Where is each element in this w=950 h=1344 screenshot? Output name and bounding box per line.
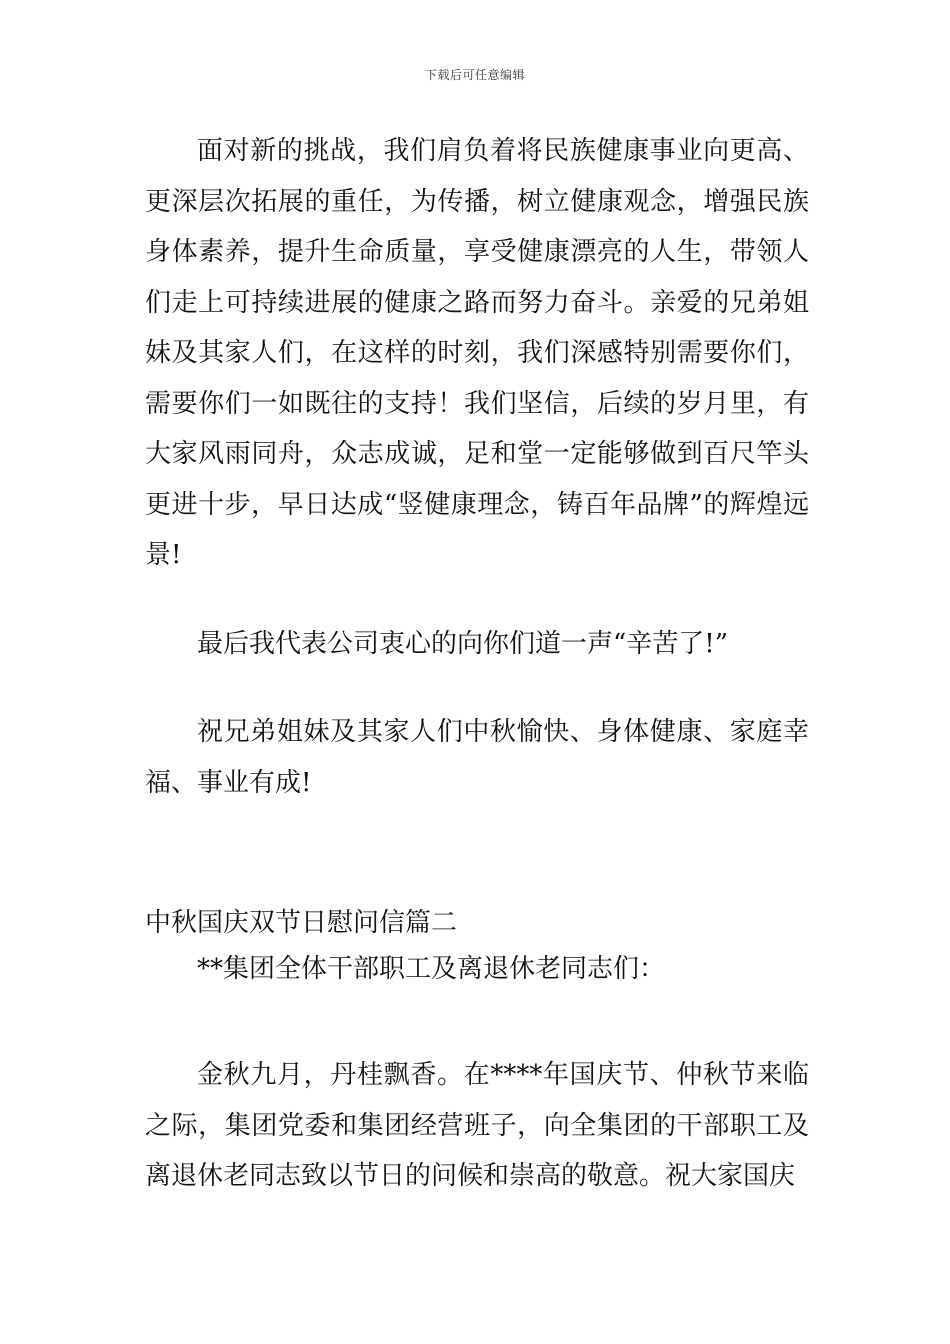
section-spacer — [145, 808, 809, 900]
document-body — [145, 126, 809, 1202]
paragraph-challenge: 面对新的挑战，我们肩负着将民族健康事业向更高、更深层次拓展的重任，为传播，树立健康观念，增强民族身体素养，提升生命质量，享受健康漂亮的人生，带领人们走上可持续进展的健康之路而努力奋斗。亲爱的兄弟姐妹及其家人们，在这样的时刻，我们深感特别需要你们，需要你们一如既往的支持！我们坚信，后续的岁月里，有大家风雨同舟，众志成诚，足和堂一定能够做到百尺竿头更进十步，早日达成“竖健康理念，铸百年品牌”的辉煌远景! — [145, 136, 809, 570]
paragraph-greeting: 金秋九月，丹桂飘香。在****年国庆节、仲秋节来临之际，集团党委和集团经营班子，向全集团的干部职工及离退休老同志致以节日的问候和崇高的敬意。祝大家国庆 — [145, 1060, 809, 1191]
page-header-note: 下载后可任意编辑 — [424, 68, 525, 82]
paragraph-wishes: 祝兄弟姐妹及其家人们中秋愉快、身体健康、家庭幸福、事业有成! — [145, 717, 809, 798]
letter-salutation: **集团全体干部职工及离退休老同志们： — [197, 954, 666, 984]
section-title: 中秋国庆双节日慰问信篇二 — [145, 908, 458, 938]
paragraph-spacer — [145, 669, 809, 707]
paragraph-thanks: 最后我代表公司衷心的向你们道一声“辛苦了!” — [197, 628, 729, 659]
paragraph-spacer — [145, 992, 809, 1050]
paragraph-spacer — [145, 581, 809, 619]
